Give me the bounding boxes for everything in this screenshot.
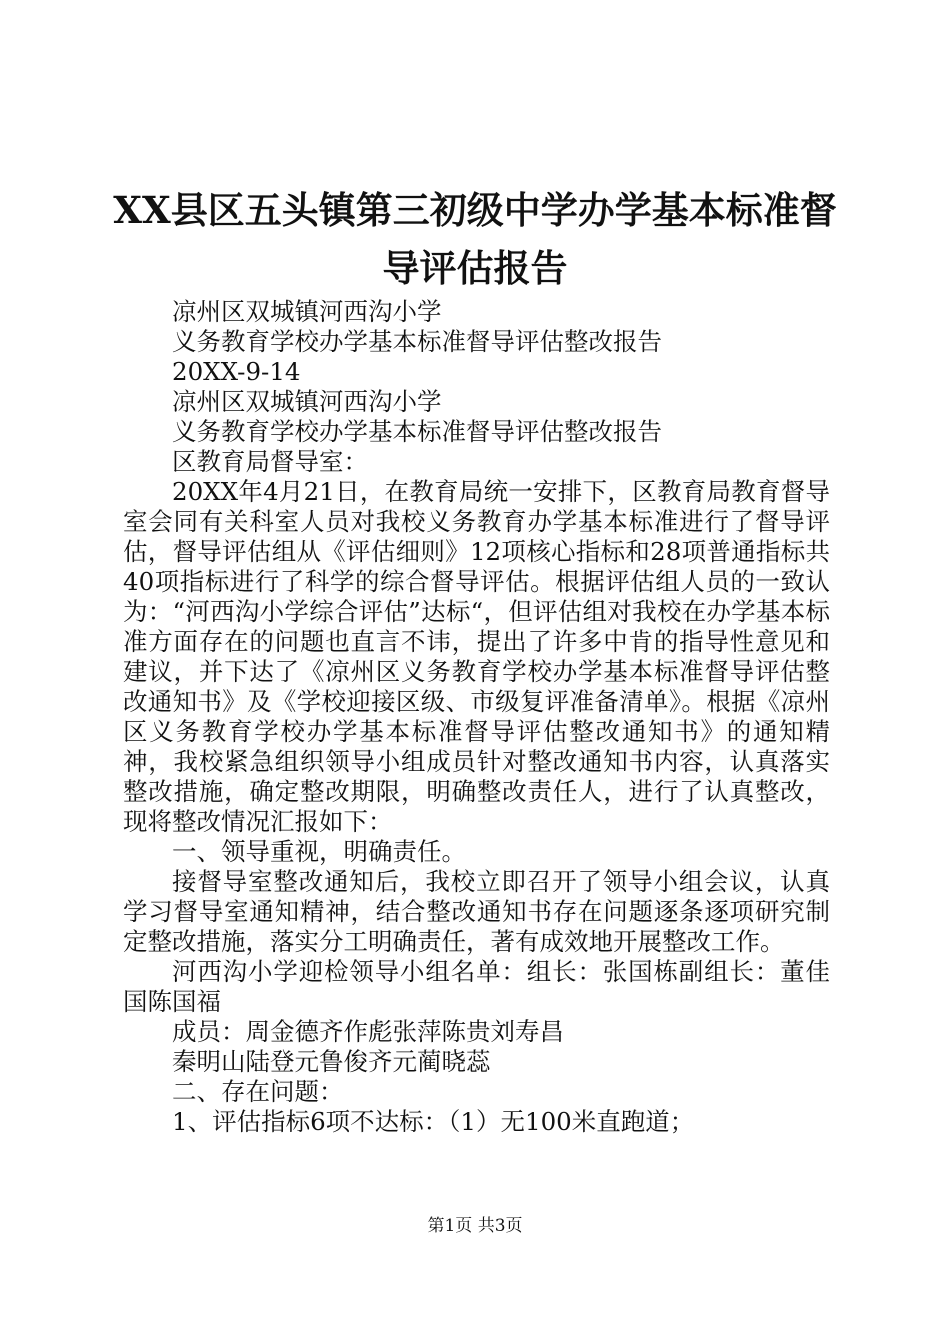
leadership-list: 河西沟小学迎检领导小组名单：组长：张国栋副组长：董佳国陈国福 [123,957,830,1016]
intro-paragraph: 20XX年4月21日，在教育局统一安排下，区教育局教育督导室会同有关科室人员对我校义务教育办学基本标准进行了督导评估，督导评估组从《评估细则》12项核心指标和28项普通指标共40项指标进行了科学的综合督导评估。根据评估组人员的一致认为：“河西沟小学综合评估”达标“，但评估组对我校在办学基本标准方面存在的问题也直言不讳，提出了许多中肯的指导性意见和建议，并下达了《凉州区义务教育学校办学基本标准督导评估整改通知书》及《学校迎接区级、市级复评准备清单》。根据《凉州区义务教育学校办学基本标准督导评估整改通知书》的通知精神，我校紧急组织领导小组成员针对整改通知书内容，认真落实整改措施，确定整改期限，明确整改责任人，进行了认真整改，现将整改情况汇报如下： [123,477,830,836]
report-date: 20XX-9-14 [172,357,301,386]
section-1-paragraph: 接督导室整改通知后，我校立即召开了领导小组会议，认真学习督导室通知精神，结合整改通知书存在问题逐条逐项研究制定整改措施，落实分工明确责任，著有成效地开展整改工作。 [123,867,830,956]
school-name: 凉州区双城镇河西沟小学 [172,297,442,326]
document-body [123,297,830,1137]
report-subtitle: 义务教育学校办学基本标准督导评估整改报告 [172,327,662,356]
document-title-line-1: XX县区五头镇第三初级中学办学基本标准督 [113,188,837,232]
school-name-repeat: 凉州区双城镇河西沟小学 [172,387,442,416]
section-heading-2: 二、存在问题： [172,1077,344,1106]
section-heading-1: 一、领导重视，明确责任。 [172,837,466,866]
members-line-1: 成员：周金德齐作彪张萍陈贵刘寿昌 [172,1017,564,1046]
document-title-line-2: 导评估报告 [382,246,568,290]
members-line-2: 秦明山陆登元鲁俊齐元蔺晓蕊 [172,1047,491,1076]
page-footer: 第1页 共3页 [427,1216,523,1236]
problem-item-1: 1、评估指标6项不达标：（1）无100米直跑道； [172,1107,695,1136]
salutation: 区教育局督导室： [172,447,368,476]
report-subtitle-repeat: 义务教育学校办学基本标准督导评估整改报告 [172,417,662,446]
